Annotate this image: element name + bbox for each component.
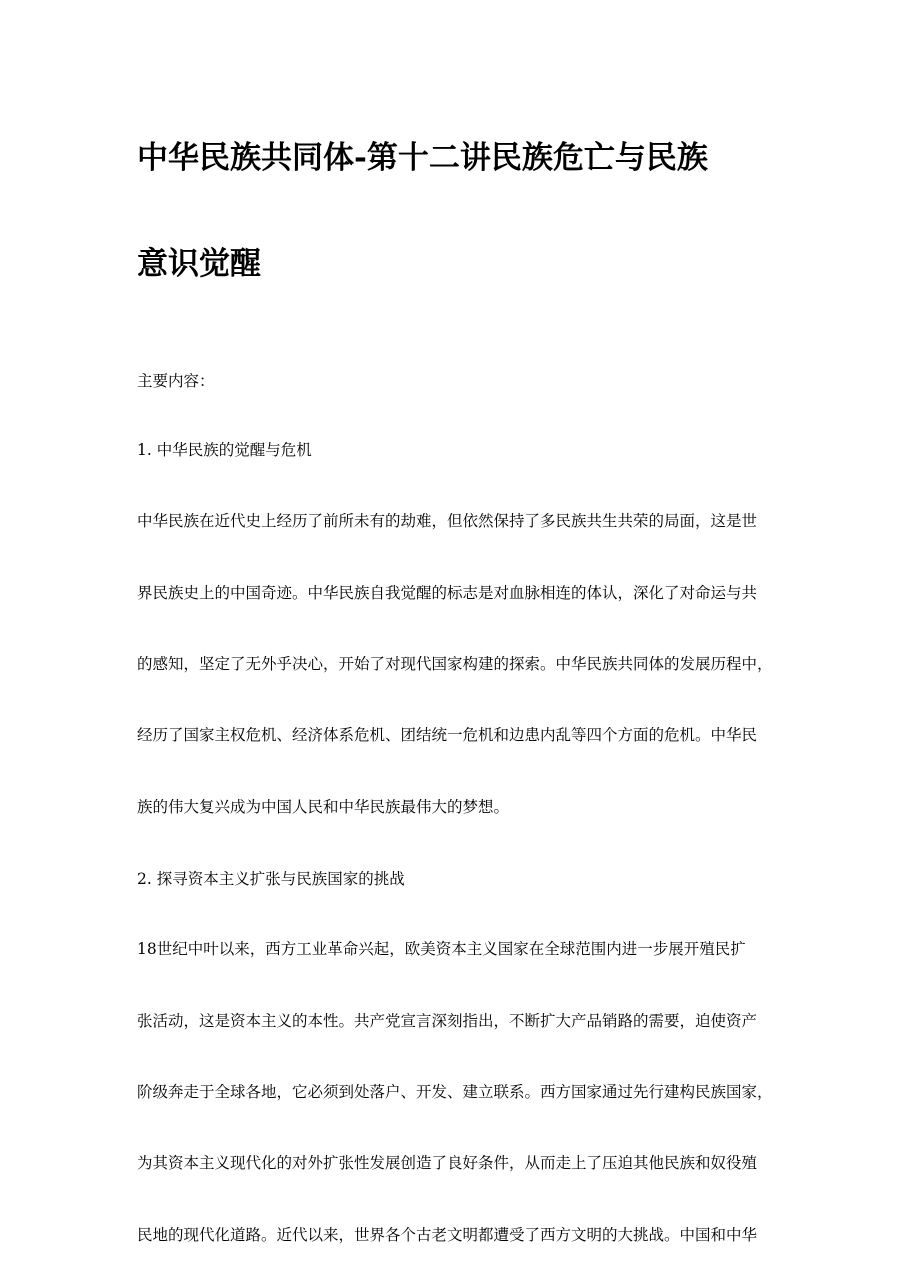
document-title-line-2: 意识觉醒 [137,246,261,282]
paragraph-line: 中华民族在近代史上经历了前所未有的劫难，但依然保持了多民族共生共荣的局面，这是世 [137,512,758,530]
paragraph-line: 经历了国家主权危机、经济体系危机、团结统一危机和边患内乱等四个方面的危机。中华民 [137,726,758,744]
paragraph-line: 阶级奔走于全球各地，它必须到处落户、开发、建立联系。西方国家通过先行建构民族国家， [137,1083,773,1101]
section-heading-1: 1. 中华民族的觉醒与危机 [137,441,312,459]
paragraph-line: 界民族史上的中国奇迹。中华民族自我觉醒的标志是对血脉相连的体认，深化了对命运与共 [137,584,758,602]
paragraph-line: 的感知，坚定了无外乎决心，开始了对现代国家构建的探索。中华民族共同体的发展历程中， [137,655,773,673]
paragraph-line: 张活动，这是资本主义的本性。共产党宣言深刻指出，不断扩大产品销路的需要，迫使资产 [137,1012,758,1030]
paragraph-line: 18世纪中叶以来，西方工业革命兴起，欧美资本主义国家在全球范围内进一步展开殖民扩 [137,940,746,958]
section-heading-2: 2. 探寻资本主义扩张与民族国家的挑战 [137,870,405,888]
paragraph-line: 为其资本主义现代化的对外扩张性发展创造了良好条件，从而走上了压迫其他民族和奴役殖 [137,1154,758,1172]
section-intro-label: 主要内容： [137,372,215,390]
paragraph-line: 民地的现代化道路。近代以来，世界各个古老文明都遭受了西方文明的大挑战。中国和中华 [137,1226,758,1244]
paragraph-line: 族的伟大复兴成为中国人民和中华民族最伟大的梦想。 [137,798,510,816]
document-title-line-1: 中华民族共同体-第十二讲民族危亡与民族 [137,140,708,176]
